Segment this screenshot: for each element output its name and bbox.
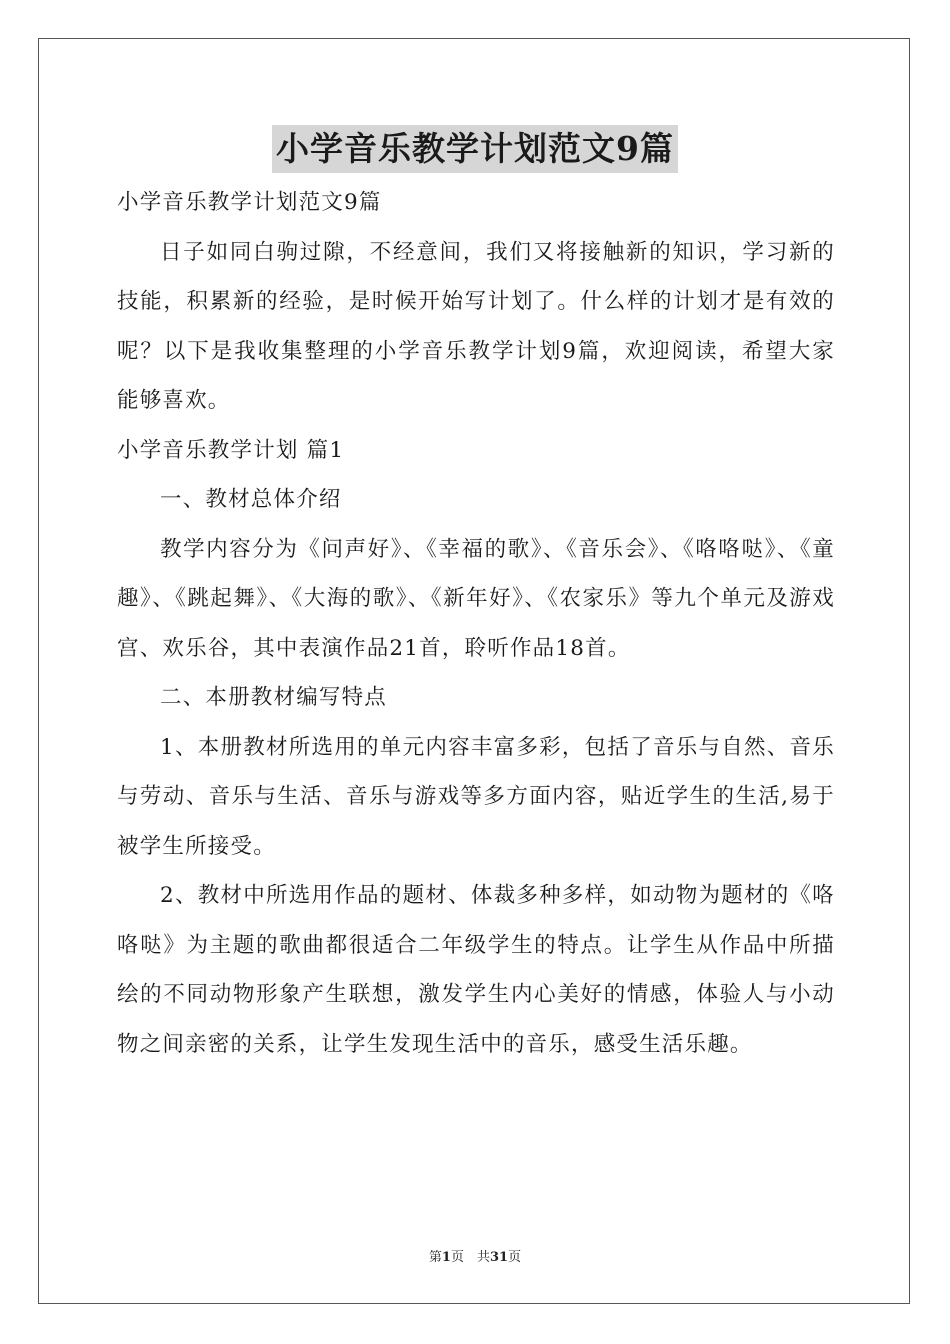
document-body: [117, 178, 835, 1069]
paragraph: 二、本册教材编写特点: [160, 685, 388, 710]
document-title: 小学音乐教学计划范文9篇: [272, 125, 678, 173]
footer-page-prefix: 第: [428, 1250, 442, 1265]
footer-page-mid: 页 共: [450, 1250, 490, 1265]
page-footer: [0, 1246, 950, 1265]
paragraph: 教学内容分为《问声好》、《幸福的歌》、《音乐会》、《咯咯哒》、《童趣》、《跳起舞》、《大海的歌》、《新年好》、《农家乐》等九个单元及游戏宫、欢乐谷，其中表演作品21首，聆听作品18首。: [117, 536, 835, 661]
paragraph: 2、教材中所选用作品的题材、体裁多种多样，如动物为题材的《咯咯哒》为主题的歌曲都很适合二年级学生的特点。让学生从作品中所描绘的不同动物形象产生联想，激发学生内心美好的情感，体验人与小动物之间亲密的关系，让学生发现生活中的音乐，感受生活乐趣。: [117, 883, 835, 1057]
footer-page-suffix: 页: [508, 1250, 522, 1265]
paragraph: 小学音乐教学计划 篇1: [117, 437, 345, 463]
paragraph: 1、本册教材所选用的单元内容丰富多彩，包括了音乐与自然、音乐与劳动、音乐与生活、音乐与游戏等多方面内容，贴近学生的生活,易于被学生所接受。: [117, 734, 835, 859]
footer-page-total: 31: [489, 1250, 509, 1265]
footer-page-current: 1: [441, 1250, 451, 1265]
paragraph: 小学音乐教学计划范文9篇: [117, 190, 382, 215]
paragraph: 日子如同白驹过隙，不经意间，我们又将接触新的知识，学习新的技能，积累新的经验，是时候开始写计划了。什么样的计划才是有效的呢？以下是我收集整理的小学音乐教学计划9篇，欢迎阅读，希望大家能够喜欢。: [117, 239, 835, 413]
title-container: [0, 125, 950, 173]
paragraph: 一、教材总体介绍: [160, 487, 342, 512]
